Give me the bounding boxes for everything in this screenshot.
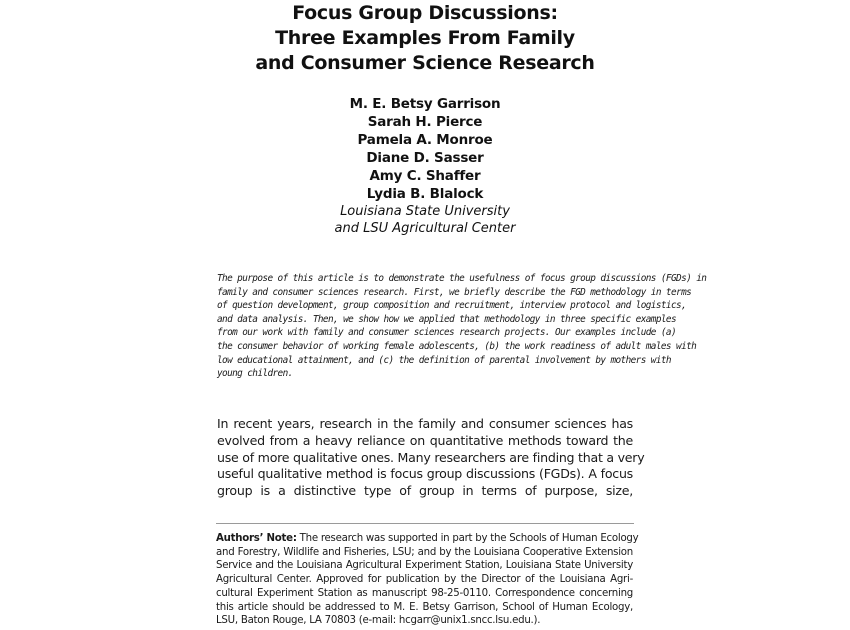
- note-text: The research was supported in part by the Schools of Human Ecology: [296, 533, 639, 544]
- author-name: Sarah H. Pierce: [367, 114, 483, 130]
- note-line: Service and the Louisiana Agricultural Experiment Station, Louisiana State University: [216, 560, 633, 572]
- authors-note: [216, 532, 639, 628]
- abstract-line: and data analysis. Then, we show how we applied that methodology in three specific examples: [217, 313, 677, 325]
- author-name: Pamela A. Monroe: [357, 132, 493, 148]
- abstract-line: young children.: [217, 368, 293, 380]
- body-line: evolved from a heavy reliance on quantitative methods toward the: [217, 432, 633, 448]
- abstract-line: family and consumer sciences research. First, we briefly describe the FGD methodology in terms: [217, 286, 692, 298]
- abstract: [217, 272, 707, 381]
- abstract-line: The purpose of this article is to demonstrate the usefulness of focus group discussions (FGDs) in: [217, 273, 707, 284]
- title-line: Focus Group Discussions:: [292, 2, 558, 24]
- body-paragraph: [217, 416, 645, 500]
- author-name: Amy C. Shaffer: [369, 168, 481, 184]
- note-line: cultural Experiment Station as manuscript 98-25-0110. Correspondence concerning: [216, 587, 633, 599]
- body-line: In recent years, research in the family and consumer sciences has: [217, 416, 633, 431]
- authors-note-label: Authors’ Note:: [216, 533, 297, 544]
- body-line: useful qualitative method is focus group discussions (FGDs). A focus: [217, 466, 633, 482]
- affiliation-line: Louisiana State University: [340, 204, 510, 219]
- abstract-line: the consumer behavior of working female adolescents, (b) the work readiness of adult males with: [217, 340, 697, 352]
- abstract-line: of question development, group composition and recruitment, interview protocol and logistics,: [217, 300, 687, 312]
- abstract-line: from our work with family and consumer sciences research projects. Our examples include (a): [217, 327, 677, 339]
- author-name: Diane D. Sasser: [366, 150, 484, 166]
- note-line: [216, 532, 639, 546]
- note-line: this article should be addressed to M. E. Betsy Garrison, School of Human Ecology,: [216, 601, 633, 613]
- note-line: LSU, Baton Rouge, LA 70803 (e-mail: hcgarr@unix1.sncc.lsu.edu.).: [216, 615, 541, 627]
- title-line: Three Examples From Family: [275, 27, 575, 49]
- abstract-line: low educational attainment, and (c) the definition of parental involvement by mothers with: [217, 354, 671, 366]
- body-line: use of more qualitative ones. Many researchers are finding that a very: [217, 449, 645, 465]
- article-title: [0, 1, 850, 76]
- footnote-divider: [216, 523, 634, 524]
- author-name: Lydia B. Blalock: [366, 186, 484, 202]
- note-line: and Forestry, Wildlife and Fisheries, LSU; and by the Louisiana Cooperative Extension: [216, 546, 633, 558]
- note-line: Agricultural Center. Approved for publication by the Director of the Louisiana Agri-: [216, 574, 633, 586]
- author-name: M. E. Betsy Garrison: [349, 96, 501, 112]
- author-block: [0, 95, 850, 237]
- title-line: and Consumer Science Research: [255, 52, 595, 74]
- affiliation-line: and LSU Agricultural Center: [334, 221, 516, 236]
- body-line: group is a distinctive type of group in terms of purpose, size,: [217, 483, 633, 499]
